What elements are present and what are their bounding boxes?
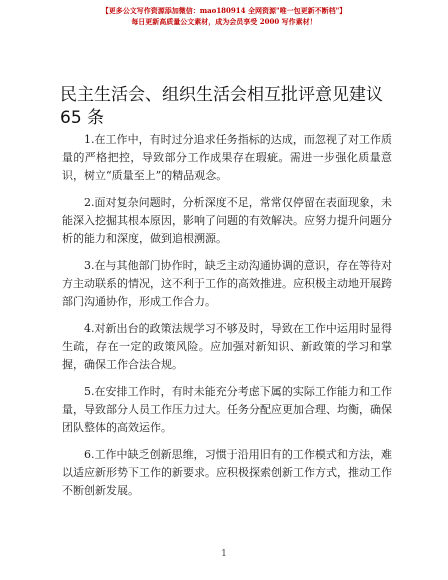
paragraph-6: 6.工作中缺乏创新思维，习惯于沿用旧有的工作模式和方法，难以适应新形势下工作的新要求。应积极探索创新工作方式，推动工作不断创新发展。 — [62, 448, 392, 497]
document-body — [62, 131, 392, 509]
paragraph-5: 5.在安排工作时，有时未能充分考虑下属的实际工作能力和工作量，导致部分人员工作压力过大。任务分配应更加合理、均衡，确保团队整体的高效运作。 — [62, 385, 392, 434]
promo-banner — [0, 5, 448, 27]
paragraph-2: 2.面对复杂问题时，分析深度不足，常常仅停留在表面现象，未能深入挖掘其根本原因，影响了问题的有效解决。应努力提升问题分析的能力和深度，做到追根溯源。 — [62, 196, 392, 245]
page-number: 1 — [221, 549, 227, 559]
document-title: 民主生活会、组织生活会相互批评意见建议 65 条 — [60, 85, 383, 128]
promo-banner-line-2: 每日更新高质量公文素材，成为会员享受 2000 写作素材！ — [131, 17, 317, 26]
paragraph-3: 3.在与其他部门协作时，缺乏主动沟通协调的意识，存在等待对方主动联系的情况，这不利于工作的高效推进。应积极主动地开展跨部门沟通协作，形成工作合力。 — [62, 259, 392, 308]
paragraph-1: 1.在工作中，有时过分追求任务指标的达成，而忽视了对工作质量的严格把控，导致部分工作成果存在瑕疵。需进一步强化质量意识，树立“质量至上”的精品观念。 — [62, 133, 392, 182]
paragraph-4: 4.对新出台的政策法规学习不够及时，导致在工作中运用时显得生疏，存在一定的政策风险。应加强对新知识、新政策的学习和掌握，确保工作合法合规。 — [62, 322, 392, 371]
promo-banner-line-1: 【更多公文写作资源添加微信：mao180914 全网资源"唯一包更新不断档"】 — [101, 6, 347, 15]
